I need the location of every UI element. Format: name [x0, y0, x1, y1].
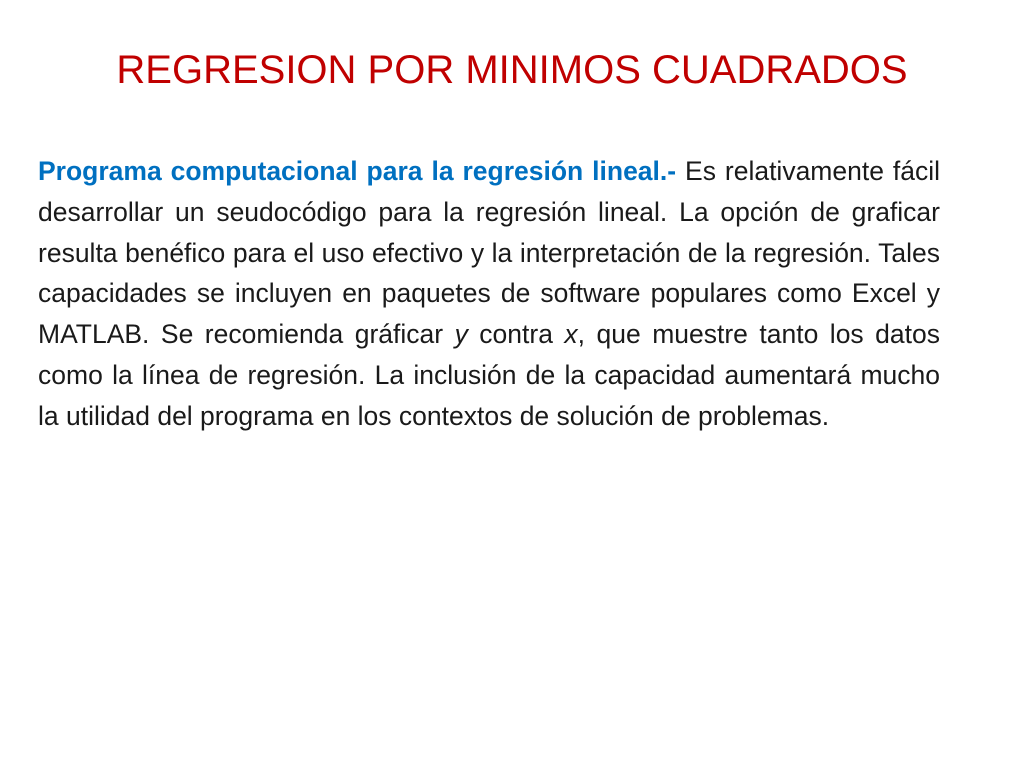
variable-x: x [564, 319, 578, 350]
lead-heading: Programa computacional para la regresión lineal.- [38, 156, 677, 186]
body-text-part-3: , que muestre tanto los datos como la línea de regresión. La inclusión de la capacidad aumentará mucho la utilidad del programa en los contextos de solución de problemas. [38, 319, 940, 431]
body-text-part-2: contra [467, 319, 565, 350]
body-text-part-1: Es relativamente fácil desarrollar un seudocódigo para la regresión lineal. La opción de graficar resulta benéfico para el uso efectivo y la interpretación de la regresión. Tales capacidades se incluyen en paquetes de software populares como Excel y MATLAB. Se recomienda gráficar [38, 156, 941, 350]
slide-body-paragraph [38, 151, 940, 437]
slide-title: REGRESION POR MINIMOS CUADRADOS [116, 48, 908, 92]
variable-y: y [454, 319, 468, 350]
